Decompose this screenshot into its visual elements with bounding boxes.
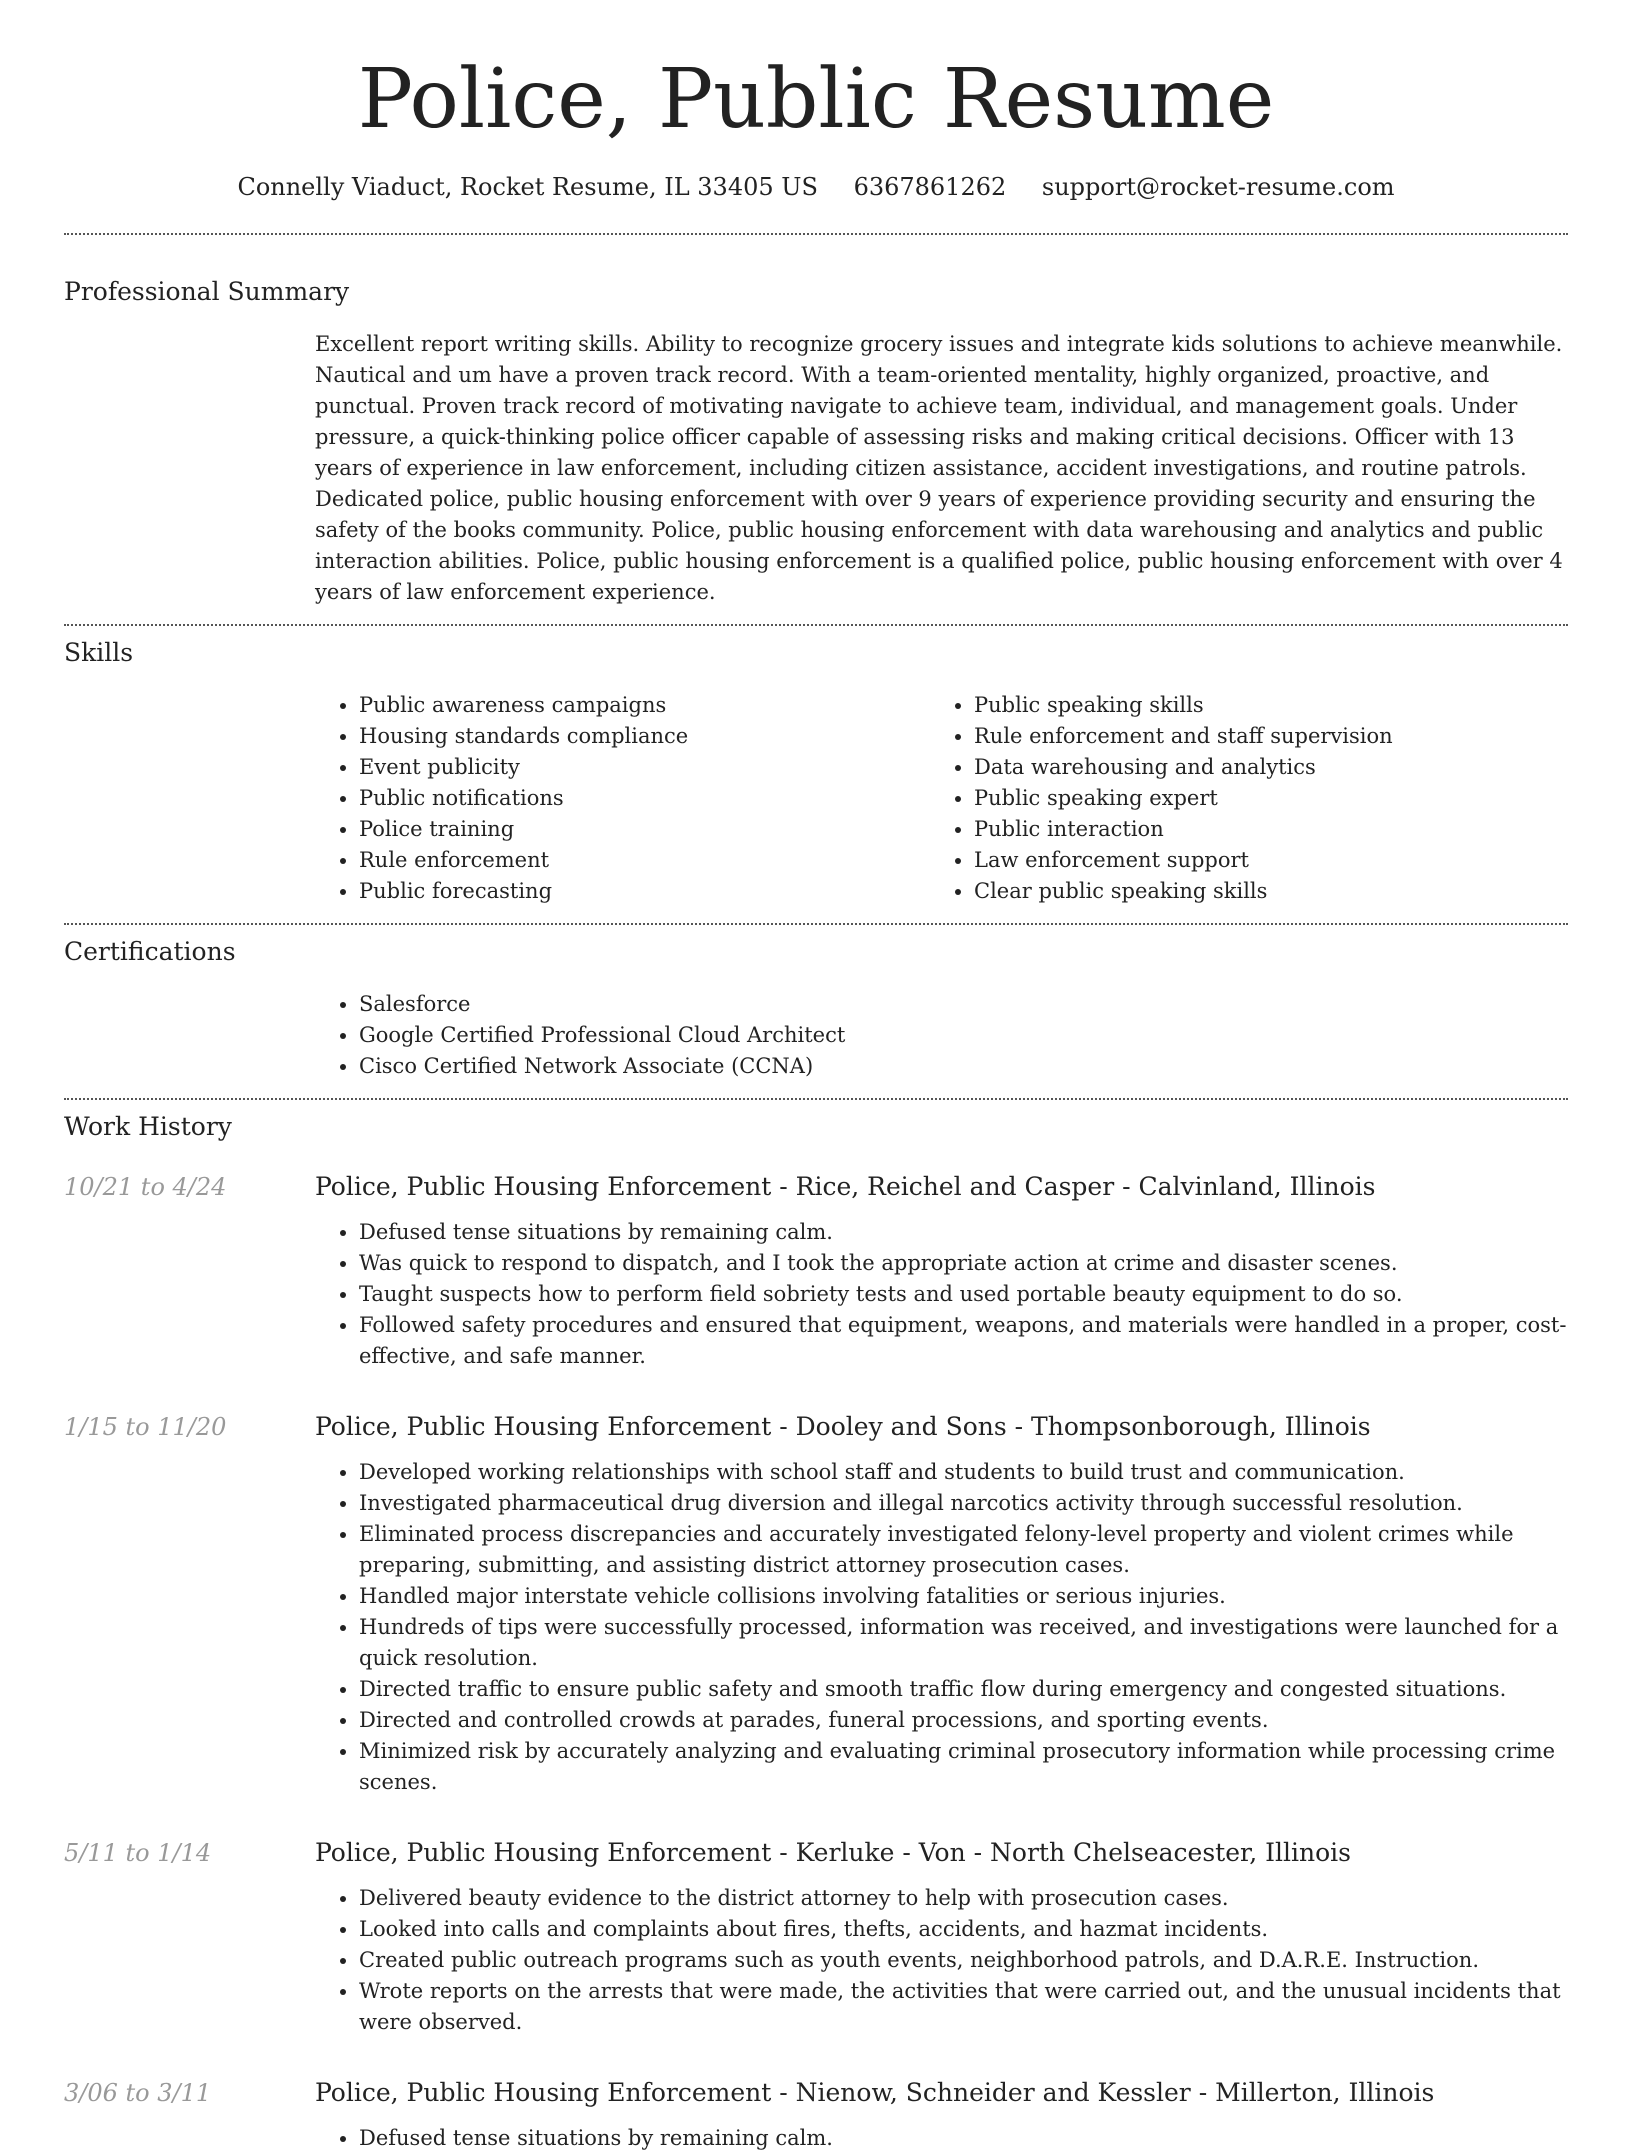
job-dates: 1/15 to 11/20 (64, 1413, 227, 1441)
job-dates: 10/21 to 4/24 (64, 1173, 227, 1201)
duty-item: • Defused tense situations by remaining calm. (359, 2123, 1568, 2154)
duty-item: • Hundreds of tips were successfully processed, information was received, and investigations were launched for a quick resolution. (359, 1612, 1568, 1674)
duty-item: • Handled major interstate vehicle collisions involving fatalities or serious injuries. (359, 1581, 1568, 1612)
duty-item: • Minimized risk by accurately analyzing and evaluating criminal prosecutory information while processing crime scenes. (359, 1736, 1568, 1798)
resume-page (64, 0, 1568, 2154)
skill-item: • Public speaking skills (974, 690, 1545, 721)
job-entry (64, 1836, 1568, 2038)
job-duties (315, 1457, 1568, 1798)
skill-item: • Law enforcement support (974, 845, 1545, 876)
resume-title: Police, Public Resume (357, 52, 1275, 147)
skills-list (315, 690, 1568, 907)
job-duties (315, 1883, 1568, 2038)
skills-divider (64, 923, 1568, 925)
job-title: Police, Public Housing Enforcement (315, 2078, 772, 2107)
skill-item: • Event publicity (359, 752, 930, 783)
job-dates: 3/06 to 3/11 (64, 2079, 212, 2107)
job-title: Police, Public Housing Enforcement (315, 1838, 772, 1867)
job-duties (315, 2123, 1568, 2154)
certifications-divider (64, 1098, 1568, 1100)
skill-item: • Rule enforcement (359, 845, 930, 876)
job-dates: 5/11 to 1/14 (64, 1839, 212, 1867)
header-divider (64, 233, 1568, 235)
job-company: Dooley and Sons - Thompsonborough, Illinois (795, 1412, 1371, 1441)
job-entry (64, 1170, 1568, 1372)
job-header: Police, Public Housing Enforcement - Dooley and Sons - Thompsonborough, Illinois (315, 1412, 1371, 1441)
contact-email: support@rocket-resume.com (1041, 173, 1395, 201)
job-header: Police, Public Housing Enforcement - Nienow, Schneider and Kessler - Millerton, Illinois (315, 2078, 1435, 2107)
job-title: Police, Public Housing Enforcement (315, 1172, 772, 1201)
certification-item: • Cisco Certified Network Associate (CCNA) (359, 1051, 1568, 1082)
certification-item: • Salesforce (359, 989, 1568, 1020)
skills-column-left (315, 690, 930, 907)
skills-heading: Skills (64, 638, 134, 667)
skill-item: • Public awareness campaigns (359, 690, 930, 721)
summary-divider (64, 624, 1568, 626)
summary-heading: Professional Summary (64, 277, 350, 306)
job-company: Kerluke - Von - North Chelseacester, Illinois (795, 1838, 1351, 1867)
skill-item: • Public forecasting (359, 876, 930, 907)
duty-item: • Eliminated process discrepancies and accurately investigated felony-level property and violent crimes while preparing, submitting, and assisting district attorney prosecution cases. (359, 1519, 1568, 1581)
skill-item: • Housing standards compliance (359, 721, 930, 752)
job-company: Rice, Reichel and Casper - Calvinland, Illinois (795, 1172, 1376, 1201)
job-header: Police, Public Housing Enforcement - Rice, Reichel and Casper - Calvinland, Illinois (315, 1172, 1376, 1201)
summary-text: Excellent report writing skills. Ability to recognize grocery issues and integrate kids solutions to achieve meanwhile. Nautical and um have a proven track record. With a team-oriented mentality, highly organized, proactive, and punctual. Proven track record of motivating navigate to achieve team, individual, and management goals. Under pressure, a quick-thinking police officer capable of assessing risks and making critical decisions. Officer with 13 years of experience in law enforcement, including citizen assistance, accident investigations, and routine patrols. Dedicated police, public housing enforcement with over 9 years of experience providing security and ensuring the safety of the books community. Police, public housing enforcement with data warehousing and analytics and public interaction abilities. Police, public housing enforcement is a qualified police, public housing enforcement with over 4 years of law enforcement experience. (315, 332, 1563, 604)
skill-item: • Clear public speaking skills (974, 876, 1545, 907)
certification-item: • Google Certified Professional Cloud Architect (359, 1020, 1568, 1051)
job-entry (64, 2076, 1568, 2154)
certifications-list (315, 989, 1568, 1082)
duty-item: • Wrote reports on the arrests that were made, the activities that were carried out, and the unusual incidents that were observed. (359, 1976, 1568, 2038)
skill-item: • Public speaking expert (974, 783, 1545, 814)
job-header: Police, Public Housing Enforcement - Kerluke - Von - North Chelseacester, Illinois (315, 1838, 1351, 1867)
contact-line (64, 170, 1568, 204)
certifications-heading: Certifications (64, 937, 236, 966)
job-duties (315, 1217, 1568, 1372)
work-history-heading: Work History (64, 1112, 232, 1141)
job-title: Police, Public Housing Enforcement (315, 1412, 772, 1441)
job-company: Nienow, Schneider and Kessler - Millerton, Illinois (795, 2078, 1435, 2107)
contact-phone: 6367861262 (853, 173, 1007, 201)
duty-item: • Developed working relationships with school staff and students to build trust and communication. (359, 1457, 1568, 1488)
skill-item: • Police training (359, 814, 930, 845)
duty-item: • Created public outreach programs such as youth events, neighborhood patrols, and D.A.R.E. Instruction. (359, 1945, 1568, 1976)
duty-item: • Investigated pharmaceutical drug diversion and illegal narcotics activity through successful resolution. (359, 1488, 1568, 1519)
skills-column-right (930, 690, 1545, 907)
skill-item: • Public interaction (974, 814, 1545, 845)
contact-address: Connelly Viaduct, Rocket Resume, IL 33405 US (237, 173, 818, 201)
duty-item: • Directed traffic to ensure public safety and smooth traffic flow during emergency and congested situations. (359, 1674, 1568, 1705)
duty-item: • Was quick to respond to dispatch, and I took the appropriate action at crime and disaster scenes. (359, 1248, 1568, 1279)
duty-item: • Followed safety procedures and ensured that equipment, weapons, and materials were handled in a proper, cost-effective, and safe manner. (359, 1310, 1568, 1372)
duty-item: • Looked into calls and complaints about fires, thefts, accidents, and hazmat incidents. (359, 1914, 1568, 1945)
job-entry (64, 1410, 1568, 1798)
duty-item: • Delivered beauty evidence to the district attorney to help with prosecution cases. (359, 1883, 1568, 1914)
duty-item: • Directed and controlled crowds at parades, funeral processions, and sporting events. (359, 1705, 1568, 1736)
duty-item: • Taught suspects how to perform field sobriety tests and used portable beauty equipment to do so. (359, 1279, 1568, 1310)
duty-item: • Defused tense situations by remaining calm. (359, 1217, 1568, 1248)
skill-item: • Public notifications (359, 783, 930, 814)
skill-item: • Data warehousing and analytics (974, 752, 1545, 783)
skill-item: • Rule enforcement and staff supervision (974, 721, 1545, 752)
